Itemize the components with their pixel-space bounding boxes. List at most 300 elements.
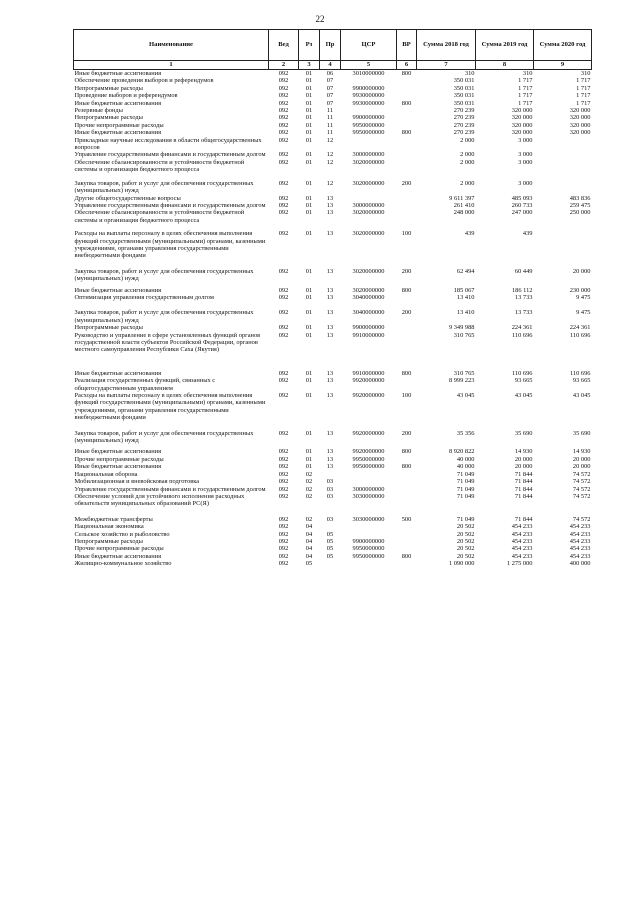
row-ved: 092 (278, 455, 289, 463)
row-sum-2018: 71 049 (456, 515, 475, 523)
row-sum-2020: 20 000 (572, 267, 591, 275)
row-sum-2018: 270 239 (453, 107, 475, 115)
table-row (74, 195, 592, 202)
row-pr: 11 (326, 114, 334, 122)
row-name: Иные бюджетные ассигнования (74, 99, 162, 107)
row-csr (341, 560, 397, 567)
row-pr: 13 (326, 377, 334, 385)
row-name: Мобилизационная и вневойсковая подготовка (74, 478, 200, 486)
row-sum-2019: 3 000 (518, 151, 533, 159)
row-vr: 800 (401, 552, 412, 560)
row-ved: 092 (278, 492, 289, 500)
row-csr: 9920000000 (352, 392, 385, 400)
row-sum-2019: 1 717 (518, 77, 533, 85)
row-name: Иные бюджетные ассигнования (74, 552, 162, 560)
row-sum-2018: 71 049 (456, 485, 475, 493)
row-csr: 3000000000 (352, 201, 385, 209)
row-rz: 04 (305, 523, 313, 531)
row-ved: 092 (278, 158, 289, 166)
table-row (74, 122, 592, 129)
table-row (74, 202, 592, 209)
row-vr: 100 (401, 392, 412, 400)
row-name: Закупка товаров, работ и услуг для обеспечения государственных (муниципальных) нужд (74, 429, 254, 445)
row-sum-2019: 3 000 (518, 158, 533, 166)
row-ved: 092 (278, 377, 289, 385)
table-row (74, 553, 592, 560)
row-sum-2020: 454 233 (569, 530, 591, 538)
row-ved: 092 (278, 136, 289, 144)
row-vr (397, 137, 417, 152)
row-csr: 3040000000 (352, 309, 385, 317)
row-sum-2019: 320 000 (511, 129, 533, 137)
table-row (74, 516, 592, 523)
column-number-row (74, 61, 592, 70)
row-sum-2020 (534, 159, 592, 180)
row-sum-2018: 71 049 (456, 492, 475, 500)
row-sum-2018: 20 502 (456, 552, 475, 560)
row-rz: 01 (305, 309, 313, 317)
row-ved: 092 (278, 331, 289, 339)
table-row (74, 538, 592, 545)
row-ved: 092 (278, 523, 289, 531)
row-vr (397, 478, 417, 485)
row-pr: 11 (326, 129, 334, 137)
row-sum-2019: 20 000 (514, 455, 533, 463)
row-ved: 092 (278, 201, 289, 209)
row-sum-2019: 320 000 (511, 107, 533, 115)
row-sum-2018: 310 765 (453, 369, 475, 377)
table-row (74, 332, 592, 370)
row-rz: 01 (305, 158, 313, 166)
row-sum-2020: 454 233 (569, 552, 591, 560)
row-rz: 01 (305, 377, 313, 385)
row-sum-2019: 454 233 (511, 523, 533, 531)
row-pr: 13 (326, 286, 334, 294)
row-sum-2020: 310 (580, 70, 591, 77)
header-sum-2018: Сумма 2018 год (417, 30, 476, 61)
table-row (74, 531, 592, 538)
row-name: Межбюджетные трансферты (74, 515, 153, 523)
row-sum-2019: 1 717 (518, 99, 533, 107)
row-pr: 07 (326, 99, 334, 107)
row-vr (397, 545, 417, 552)
row-pr: 13 (326, 194, 334, 202)
row-pr: 12 (326, 158, 334, 166)
column-number: 6 (397, 61, 417, 70)
row-rz: 01 (305, 293, 313, 301)
row-sum-2018: 350 031 (453, 84, 475, 92)
row-ved: 092 (278, 92, 289, 100)
row-sum-2019: 1 717 (518, 92, 533, 100)
row-csr: 9950000000 (352, 129, 385, 137)
table-row (74, 100, 592, 107)
row-sum-2018: 8 920 822 (448, 448, 475, 456)
row-name: Жилищно-коммунальное хозяйство (74, 560, 172, 568)
row-sum-2020: 230 000 (569, 286, 591, 294)
row-ved: 092 (278, 286, 289, 294)
row-sum-2020: 43 045 (572, 392, 591, 400)
row-pr: 05 (326, 530, 334, 538)
column-number: 4 (320, 61, 341, 70)
row-sum-2018: 350 031 (453, 99, 475, 107)
row-csr (341, 107, 397, 114)
row-vr (397, 377, 417, 392)
row-sum-2020: 110 696 (569, 369, 591, 377)
row-csr: 3020000000 (352, 209, 385, 217)
row-sum-2020: 74 572 (572, 478, 591, 486)
row-sum-2019: 247 000 (511, 209, 533, 217)
row-ved: 092 (278, 392, 289, 400)
row-sum-2020: 9 475 (576, 309, 591, 317)
row-sum-2019: 110 696 (511, 331, 533, 339)
row-sum-2020: 259 475 (569, 201, 591, 209)
table-row (74, 493, 592, 516)
row-pr: 07 (326, 92, 334, 100)
row-pr: 13 (326, 309, 334, 317)
row-pr: 13 (326, 463, 334, 471)
row-sum-2018: 35 356 (456, 429, 475, 437)
row-sum-2020: 9 475 (576, 293, 591, 301)
row-csr: 3030000000 (352, 492, 385, 500)
row-name: Закупка товаров, работ и услуг для обеспечения государственных (муниципальных) нужд (74, 267, 254, 283)
row-rz: 01 (305, 230, 313, 238)
row-vr (397, 85, 417, 92)
row-csr: 9950000000 (352, 463, 385, 471)
row-vr (397, 471, 417, 478)
table-row (74, 92, 592, 99)
column-number: 1 (74, 61, 269, 70)
row-vr: 800 (401, 129, 412, 137)
row-vr (397, 209, 417, 230)
table-row (74, 230, 592, 268)
row-sum-2018: 261 410 (453, 201, 475, 209)
row-sum-2018: 8 999 223 (448, 377, 475, 385)
row-ved: 092 (278, 107, 289, 115)
row-vr: 200 (401, 179, 412, 187)
row-sum-2018: 20 502 (456, 545, 475, 553)
row-pr: 13 (326, 267, 334, 275)
row-vr: 800 (401, 448, 412, 456)
column-number: 5 (341, 61, 397, 70)
row-sum-2018: 270 239 (453, 114, 475, 122)
row-sum-2018: 13 410 (456, 309, 475, 317)
row-csr: 9930000000 (352, 92, 385, 100)
row-sum-2018: 43 045 (456, 392, 475, 400)
header-sum-2019: Сумма 2019 год (476, 30, 534, 61)
row-rz: 02 (305, 515, 313, 523)
row-ved: 092 (278, 324, 289, 332)
row-sum-2018: 13 410 (456, 293, 475, 301)
row-pr: 13 (326, 455, 334, 463)
row-vr: 200 (401, 267, 412, 275)
row-sum-2019: 3 000 (518, 179, 533, 187)
row-pr: 03 (326, 478, 334, 486)
row-ved: 092 (278, 77, 289, 85)
row-rz: 01 (305, 107, 313, 115)
row-vr (397, 294, 417, 309)
row-csr (341, 478, 397, 485)
row-ved: 092 (278, 530, 289, 538)
table-row (74, 471, 592, 478)
table-row (74, 107, 592, 114)
row-csr: 3000000000 (352, 485, 385, 493)
table-row (74, 77, 592, 84)
table-row (74, 448, 592, 455)
row-pr: 11 (326, 107, 334, 115)
table-row (74, 268, 592, 287)
row-pr: 13 (326, 331, 334, 339)
row-sum-2019: 71 844 (514, 478, 533, 486)
row-sum-2018: 9 611 397 (449, 194, 475, 202)
row-ved: 092 (278, 309, 289, 317)
row-rz: 01 (305, 121, 313, 129)
table-row (74, 159, 592, 180)
row-csr: 3020000000 (352, 230, 385, 238)
row-sum-2020: 14 930 (572, 448, 591, 456)
row-sum-2020: 224 361 (569, 324, 591, 332)
row-rz: 04 (305, 530, 313, 538)
row-pr (320, 471, 341, 478)
row-sum-2019: 1 275 000 (506, 560, 533, 568)
row-pr: 07 (326, 84, 334, 92)
row-vr: 800 (401, 99, 412, 107)
table-row (74, 463, 592, 470)
row-csr: 3040000000 (352, 293, 385, 301)
row-name: Руководство и управление в сфере установленных функций органов государственной власти субъектов Российской Федерации, органов местного самоуправления Республики Саха (Якутия) (74, 331, 261, 354)
row-sum-2019: 3 000 (518, 136, 533, 144)
table-row (74, 180, 592, 195)
row-rz: 01 (305, 114, 313, 122)
row-rz: 01 (305, 448, 313, 456)
header-sum-2020: Сумма 2020 год (534, 30, 592, 61)
row-rz: 02 (305, 478, 313, 486)
table-row (74, 324, 592, 331)
row-ved: 092 (278, 129, 289, 137)
row-sum-2018: 310 765 (453, 331, 475, 339)
row-ved: 092 (278, 151, 289, 159)
row-csr (341, 523, 397, 530)
row-csr: 9920000000 (352, 448, 385, 456)
row-name: Другие общегосударственные вопросы (74, 194, 181, 202)
row-sum-2020: 74 572 (572, 492, 591, 500)
row-sum-2019: 71 844 (514, 470, 533, 478)
row-ved: 092 (278, 369, 289, 377)
row-sum-2018: 9 349 988 (448, 324, 475, 332)
row-vr (397, 114, 417, 121)
row-sum-2019: 35 690 (514, 429, 533, 437)
row-sum-2019: 13 733 (514, 293, 533, 301)
row-sum-2019: 439 (522, 230, 533, 238)
row-sum-2019: 454 233 (511, 537, 533, 545)
page-number: 22 (315, 14, 325, 24)
table-row (74, 151, 592, 158)
row-sum-2018: 310 (464, 70, 475, 77)
row-ved: 092 (278, 99, 289, 107)
row-csr: 9900000000 (352, 84, 385, 92)
row-rz: 02 (305, 492, 313, 500)
row-pr (320, 523, 341, 530)
row-sum-2018: 2 000 (460, 179, 475, 187)
row-pr: 13 (326, 429, 334, 437)
row-ved: 092 (278, 194, 289, 202)
table-row (74, 294, 592, 309)
row-vr (397, 531, 417, 538)
row-pr: 13 (326, 369, 334, 377)
row-name: Иные бюджетные ассигнования (74, 369, 162, 377)
header-pr: Пр (320, 30, 341, 61)
header-ved: Вед (269, 30, 299, 61)
row-rz: 04 (305, 537, 313, 545)
row-name: Управление государственными финансами и государственным долгом (74, 151, 266, 159)
table-row (74, 209, 592, 230)
row-csr: 9910000000 (352, 369, 385, 377)
row-rz: 01 (305, 84, 313, 92)
row-csr (341, 77, 397, 84)
row-sum-2020: 93 665 (572, 377, 591, 385)
table-row (74, 456, 592, 463)
row-csr: 3020000000 (352, 267, 385, 275)
row-vr (397, 538, 417, 545)
row-sum-2018: 350 031 (453, 77, 475, 85)
row-ved: 092 (278, 114, 289, 122)
header-rz: Рз (299, 30, 320, 61)
row-name: Непрограммные расходы (74, 84, 143, 92)
row-rz: 01 (305, 77, 313, 85)
row-ved: 092 (278, 293, 289, 301)
row-ved: 092 (278, 485, 289, 493)
row-ved: 092 (278, 560, 289, 568)
row-vr (397, 77, 417, 84)
row-sum-2018: 350 031 (453, 92, 475, 100)
row-vr (397, 332, 417, 370)
row-ved: 092 (278, 470, 289, 478)
table-row (74, 560, 592, 567)
row-pr: 13 (326, 209, 334, 217)
row-sum-2018: 1 090 000 (448, 560, 475, 568)
budget-table (73, 29, 592, 568)
row-pr: 13 (326, 448, 334, 456)
table-body (74, 70, 592, 568)
row-name: Прикладные научные исследования в области общегосударственных вопросов (74, 136, 262, 152)
row-csr: 9950000000 (352, 121, 385, 129)
row-csr: 9950000000 (352, 455, 385, 463)
table-row (74, 377, 592, 392)
table-row (74, 309, 592, 324)
row-csr: 9900000000 (352, 537, 385, 545)
table-row (74, 85, 592, 92)
row-sum-2018: 248 000 (453, 209, 475, 217)
row-ved: 092 (278, 267, 289, 275)
row-rz: 01 (305, 99, 313, 107)
row-sum-2020: 400 000 (569, 560, 591, 568)
table-row (74, 392, 592, 430)
row-vr (397, 560, 417, 567)
table-row (74, 523, 592, 530)
row-sum-2018: 71 049 (456, 470, 475, 478)
row-sum-2020: 1 717 (576, 84, 591, 92)
row-sum-2020: 20 000 (572, 463, 591, 471)
row-csr: 3030000000 (352, 515, 385, 523)
row-csr: 9950000000 (352, 552, 385, 560)
row-pr: 13 (326, 324, 334, 332)
row-sum-2019: 20 000 (514, 463, 533, 471)
row-rz: 01 (305, 267, 313, 275)
row-sum-2020: 110 696 (569, 331, 591, 339)
row-pr (320, 560, 341, 567)
row-name: Обеспечение сбалансированности и устойчивости бюджетной системы и организация бюджетного процесса (74, 209, 245, 224)
row-sum-2020: 320 000 (569, 121, 591, 129)
row-name: Управление государственными финансами и государственным долгом (74, 201, 266, 209)
row-ved: 092 (278, 84, 289, 92)
row-name: Иные бюджетные ассигнования (74, 70, 162, 77)
row-sum-2019: 320 000 (511, 121, 533, 129)
column-number: 9 (534, 61, 592, 70)
table-row (74, 137, 592, 152)
row-vr: 800 (401, 70, 412, 77)
row-name: Проведение выборов и референдумов (74, 92, 178, 100)
row-sum-2020: 1 717 (576, 92, 591, 100)
row-name: Резервные фонды (74, 107, 123, 115)
row-sum-2019: 485 093 (511, 194, 533, 202)
column-number: 3 (299, 61, 320, 70)
row-ved: 092 (278, 478, 289, 486)
row-rz: 01 (305, 92, 313, 100)
row-rz: 01 (305, 392, 313, 400)
row-csr: 9900000000 (352, 114, 385, 122)
row-ved: 092 (278, 429, 289, 437)
row-sum-2020: 1 717 (576, 99, 591, 107)
row-sum-2018: 20 502 (456, 530, 475, 538)
row-name: Сельское хозяйство и рыболовство (74, 530, 170, 538)
row-pr: 11 (326, 121, 334, 129)
row-csr: 3000000000 (352, 151, 385, 159)
row-rz: 01 (305, 194, 313, 202)
row-rz: 01 (305, 70, 313, 77)
row-pr: 06 (326, 70, 334, 77)
row-sum-2019: 71 844 (514, 485, 533, 493)
row-rz: 01 (305, 129, 313, 137)
row-csr: 3010000000 (352, 70, 385, 77)
row-ved: 092 (278, 552, 289, 560)
row-sum-2018: 20 502 (456, 537, 475, 545)
row-name: Прочие непрограммные расходы (74, 121, 164, 129)
row-rz: 01 (305, 331, 313, 339)
table-row (74, 370, 592, 377)
row-sum-2018: 2 000 (460, 136, 475, 144)
row-vr: 500 (401, 515, 412, 523)
row-sum-2019: 93 665 (514, 377, 533, 385)
row-sum-2019: 71 844 (514, 492, 533, 500)
row-name: Закупка товаров, работ и услуг для обеспечения государственных (муниципальных) нужд (74, 179, 254, 195)
row-vr (397, 107, 417, 114)
row-pr: 12 (326, 179, 334, 187)
row-sum-2020: 454 233 (569, 545, 591, 553)
row-pr: 13 (326, 201, 334, 209)
row-name: Обеспечение проведения выборов и референдумов (74, 77, 214, 85)
table-row (74, 114, 592, 121)
row-sum-2019: 310 (522, 70, 533, 77)
header-csr: ЦСР (341, 30, 397, 61)
row-csr (341, 531, 397, 538)
row-sum-2018: 71 049 (456, 478, 475, 486)
row-vr (397, 159, 417, 180)
row-sum-2020: 20 000 (572, 455, 591, 463)
row-vr (397, 195, 417, 202)
row-ved: 092 (278, 70, 289, 77)
row-name: Непрограммные расходы (74, 324, 143, 332)
row-ved: 092 (278, 515, 289, 523)
row-vr (397, 92, 417, 99)
